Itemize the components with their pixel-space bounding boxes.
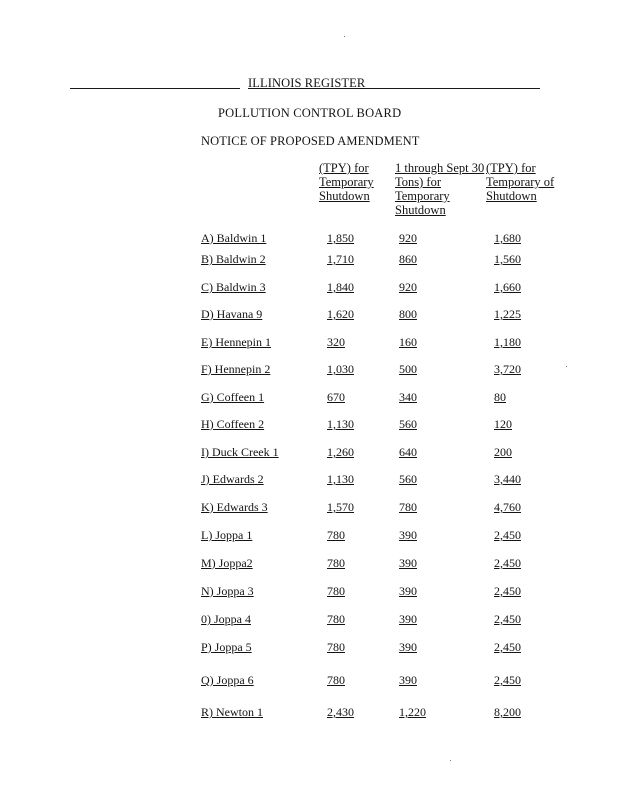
col2-value: 800: [399, 307, 417, 321]
col2-value: 390: [399, 612, 417, 626]
unit-name: M) Joppa2: [201, 556, 253, 570]
unit-name: L) Joppa 1: [201, 528, 253, 542]
col2-value: 920: [399, 231, 417, 245]
col3-value: 80: [494, 390, 506, 404]
col3-value: 1,180: [494, 335, 521, 349]
table-row: [0, 556, 618, 570]
unit-name: D) Havana 9: [201, 307, 263, 321]
col3-value: 4,760: [494, 500, 521, 514]
table-row: [0, 231, 618, 245]
col3-value: 2,450: [494, 673, 521, 687]
table-row: [0, 362, 618, 376]
col3-value: 3,720: [494, 362, 521, 376]
col1-value: 1,260: [327, 445, 354, 459]
table-row: [0, 673, 618, 687]
table-row: [0, 528, 618, 542]
col2-value: 340: [399, 390, 417, 404]
unit-name: C) Baldwin 3: [201, 280, 266, 294]
col1-value: 1,620: [327, 307, 354, 321]
col1-value: 2,430: [327, 705, 354, 719]
unit-name: K) Edwards 3: [201, 500, 268, 514]
unit-name: I) Duck Creek 1: [201, 445, 279, 459]
col1-value: 670: [327, 390, 345, 404]
unit-name: A) Baldwin 1: [201, 231, 267, 245]
col3-value: 200: [494, 445, 512, 459]
col1-value: 780: [327, 528, 345, 542]
col1-value: 1,570: [327, 500, 354, 514]
unit-name: P) Joppa 5: [201, 640, 252, 654]
col1-value: 320: [327, 335, 345, 349]
col2-value: 390: [399, 673, 417, 687]
col3-value: 2,450: [494, 640, 521, 654]
table-row: [0, 705, 618, 719]
col2-value: 560: [399, 417, 417, 431]
col3-value: 2,450: [494, 528, 521, 542]
col3-value: 2,450: [494, 612, 521, 626]
col1-value: 1,030: [327, 362, 354, 376]
col1-value: 780: [327, 556, 345, 570]
col2-value: 160: [399, 335, 417, 349]
col2-value: 1,220: [399, 705, 426, 719]
col2-value: 390: [399, 556, 417, 570]
col2-value: 560: [399, 472, 417, 486]
table-row: [0, 307, 618, 321]
col1-value: 780: [327, 640, 345, 654]
col2-value: 640: [399, 445, 417, 459]
column-header-1: (TPY) for Temporary Shutdown: [319, 161, 374, 203]
column-header-3: (TPY) for Temporary of Shutdown: [486, 161, 555, 203]
col3-value: 2,450: [494, 556, 521, 570]
unit-name: F) Hennepin 2: [201, 362, 271, 376]
table-row: [0, 612, 618, 626]
col1-value: 780: [327, 612, 345, 626]
scan-speck: [566, 366, 567, 367]
unit-name: E) Hennepin 1: [201, 335, 271, 349]
col3-value: 1,225: [494, 307, 521, 321]
unit-name: J) Edwards 2: [201, 472, 264, 486]
col2-value: 390: [399, 584, 417, 598]
col3-value: 120: [494, 417, 512, 431]
col2-value: 920: [399, 280, 417, 294]
col3-value: 8,200: [494, 705, 521, 719]
table-row: [0, 445, 618, 459]
register-title: ILLINOIS REGISTER: [248, 76, 366, 90]
table-row: [0, 472, 618, 486]
table-row: [0, 280, 618, 294]
table-row: [0, 500, 618, 514]
table-row: [0, 390, 618, 404]
col1-value: 1,710: [327, 252, 354, 266]
col3-value: 3,440: [494, 472, 521, 486]
col2-value: 390: [399, 528, 417, 542]
unit-name: G) Coffeen 1: [201, 390, 265, 404]
header-rule-left: [70, 88, 240, 89]
col3-value: 2,450: [494, 584, 521, 598]
col2-value: 780: [399, 500, 417, 514]
table-row: [0, 640, 618, 654]
header-rule-right: [362, 88, 540, 89]
col1-value: 1,850: [327, 231, 354, 245]
col1-value: 780: [327, 673, 345, 687]
col1-value: 1,130: [327, 417, 354, 431]
column-header-2: 1 through Sept 30 Tons) for Temporary Shutdown: [395, 161, 485, 217]
col1-value: 1,840: [327, 280, 354, 294]
table-row: [0, 335, 618, 349]
table-row: [0, 584, 618, 598]
col3-value: 1,660: [494, 280, 521, 294]
unit-name: B) Baldwin 2: [201, 252, 266, 266]
unit-name: H) Coffeen 2: [201, 417, 265, 431]
scan-speck: [450, 760, 451, 761]
unit-name: R) Newton 1: [201, 705, 263, 719]
col2-value: 500: [399, 362, 417, 376]
table-row: [0, 417, 618, 431]
notice-title: NOTICE OF PROPOSED AMENDMENT: [201, 134, 420, 148]
col3-value: 1,680: [494, 231, 521, 245]
col1-value: 1,130: [327, 472, 354, 486]
unit-name: Q) Joppa 6: [201, 673, 254, 687]
table-row: [0, 252, 618, 266]
unit-name: 0) Joppa 4: [201, 612, 251, 626]
scan-speck: [344, 36, 345, 37]
col2-value: 390: [399, 640, 417, 654]
col3-value: 1,560: [494, 252, 521, 266]
col1-value: 780: [327, 584, 345, 598]
unit-name: N) Joppa 3: [201, 584, 254, 598]
board-name: POLLUTION CONTROL BOARD: [218, 106, 402, 120]
col2-value: 860: [399, 252, 417, 266]
